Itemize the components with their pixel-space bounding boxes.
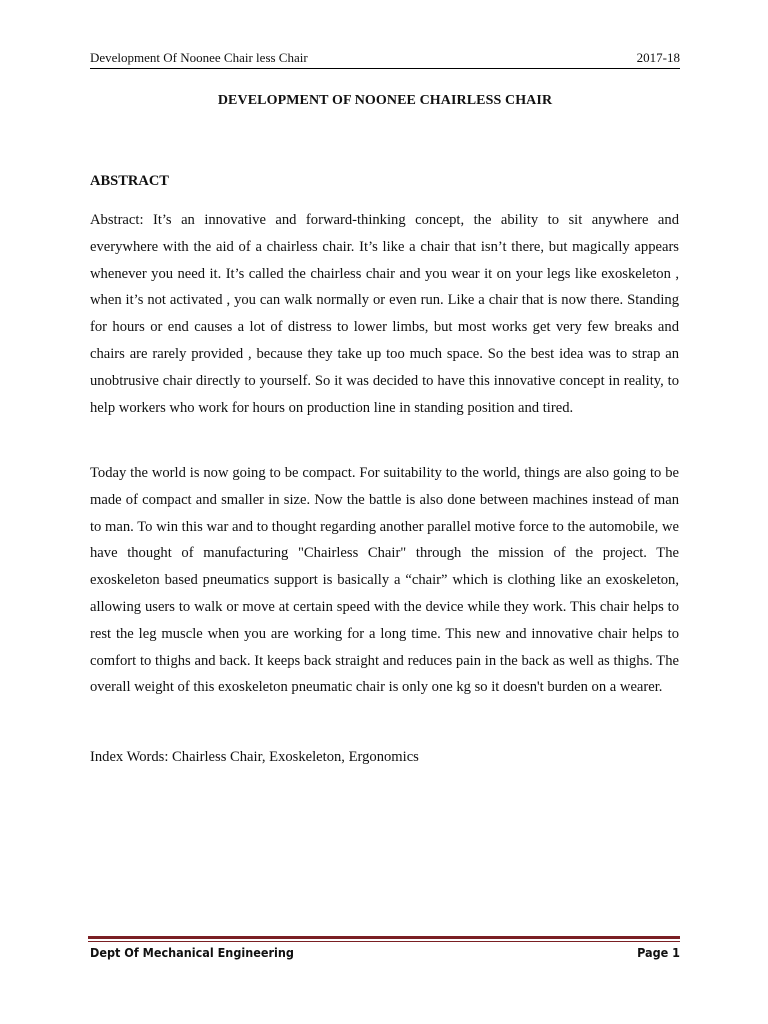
page-footer — [90, 945, 680, 960]
index-words: Index Words: Chairless Chair, Exoskeleton, Ergonomics — [90, 749, 419, 765]
section-heading: ABSTRACT — [90, 173, 169, 189]
header-divider — [90, 68, 680, 69]
page-number: Page 1 — [637, 945, 680, 960]
page-header — [90, 44, 680, 66]
header-year: 2017-18 — [636, 50, 680, 65]
document-title: DEVELOPMENT OF NOONEE CHAIRLESS CHAIR — [217, 93, 553, 108]
abstract-paragraph-2: Today the world is now going to be compact. For suitability to the world, things are also going to be made of compact and smaller in size. Now the battle is also done between machines instead of man to man. To win this war and to thought regarding another parallel motive force to the automobile, we have thought of manufacturing "Chairless Chair" through the mission of the project. The exoskeleton based pneumatics support is basically a “chair” which is clothing like an exoskeleton, allowing users to walk or move at certain speed with the device while they work. This chair helps to rest the leg muscle when you are working for a long time. This new and innovative chair helps to comfort to thighs and back. It keeps back straight and reduces pain in the back as well as thighs. The overall weight of this exoskeleton pneumatic chair is only one kg so it doesn't burden on a wearer. — [90, 465, 679, 696]
footer-divider-thin — [88, 941, 680, 942]
header-title: Development Of Noonee Chair less Chair — [90, 50, 308, 65]
footer-department: Dept Of Mechanical Engineering — [90, 945, 294, 960]
abstract-paragraph-1: Abstract: It’s an innovative and forward-thinking concept, the ability to sit anywhere and everywhere with the aid of a chairless chair. It’s like a chair that isn’t there, but magically appears whenever you need it. It’s called the chairless chair and you wear it on your legs like exoskeleton , when it’s not activated , you can walk normally or even run. Like a chair that is now there. Standing for hours or end causes a lot of distress to lower limbs, but most works get very few breaks and chairs are rarely provided , because they take up too much space. So the best idea was to strap an unobtrusive chair directly to yourself. So it was decided to have this innovative concept in reality, to help workers who work for hours on production line in standing position and tired. — [90, 212, 679, 416]
footer-divider-thick — [88, 936, 680, 939]
